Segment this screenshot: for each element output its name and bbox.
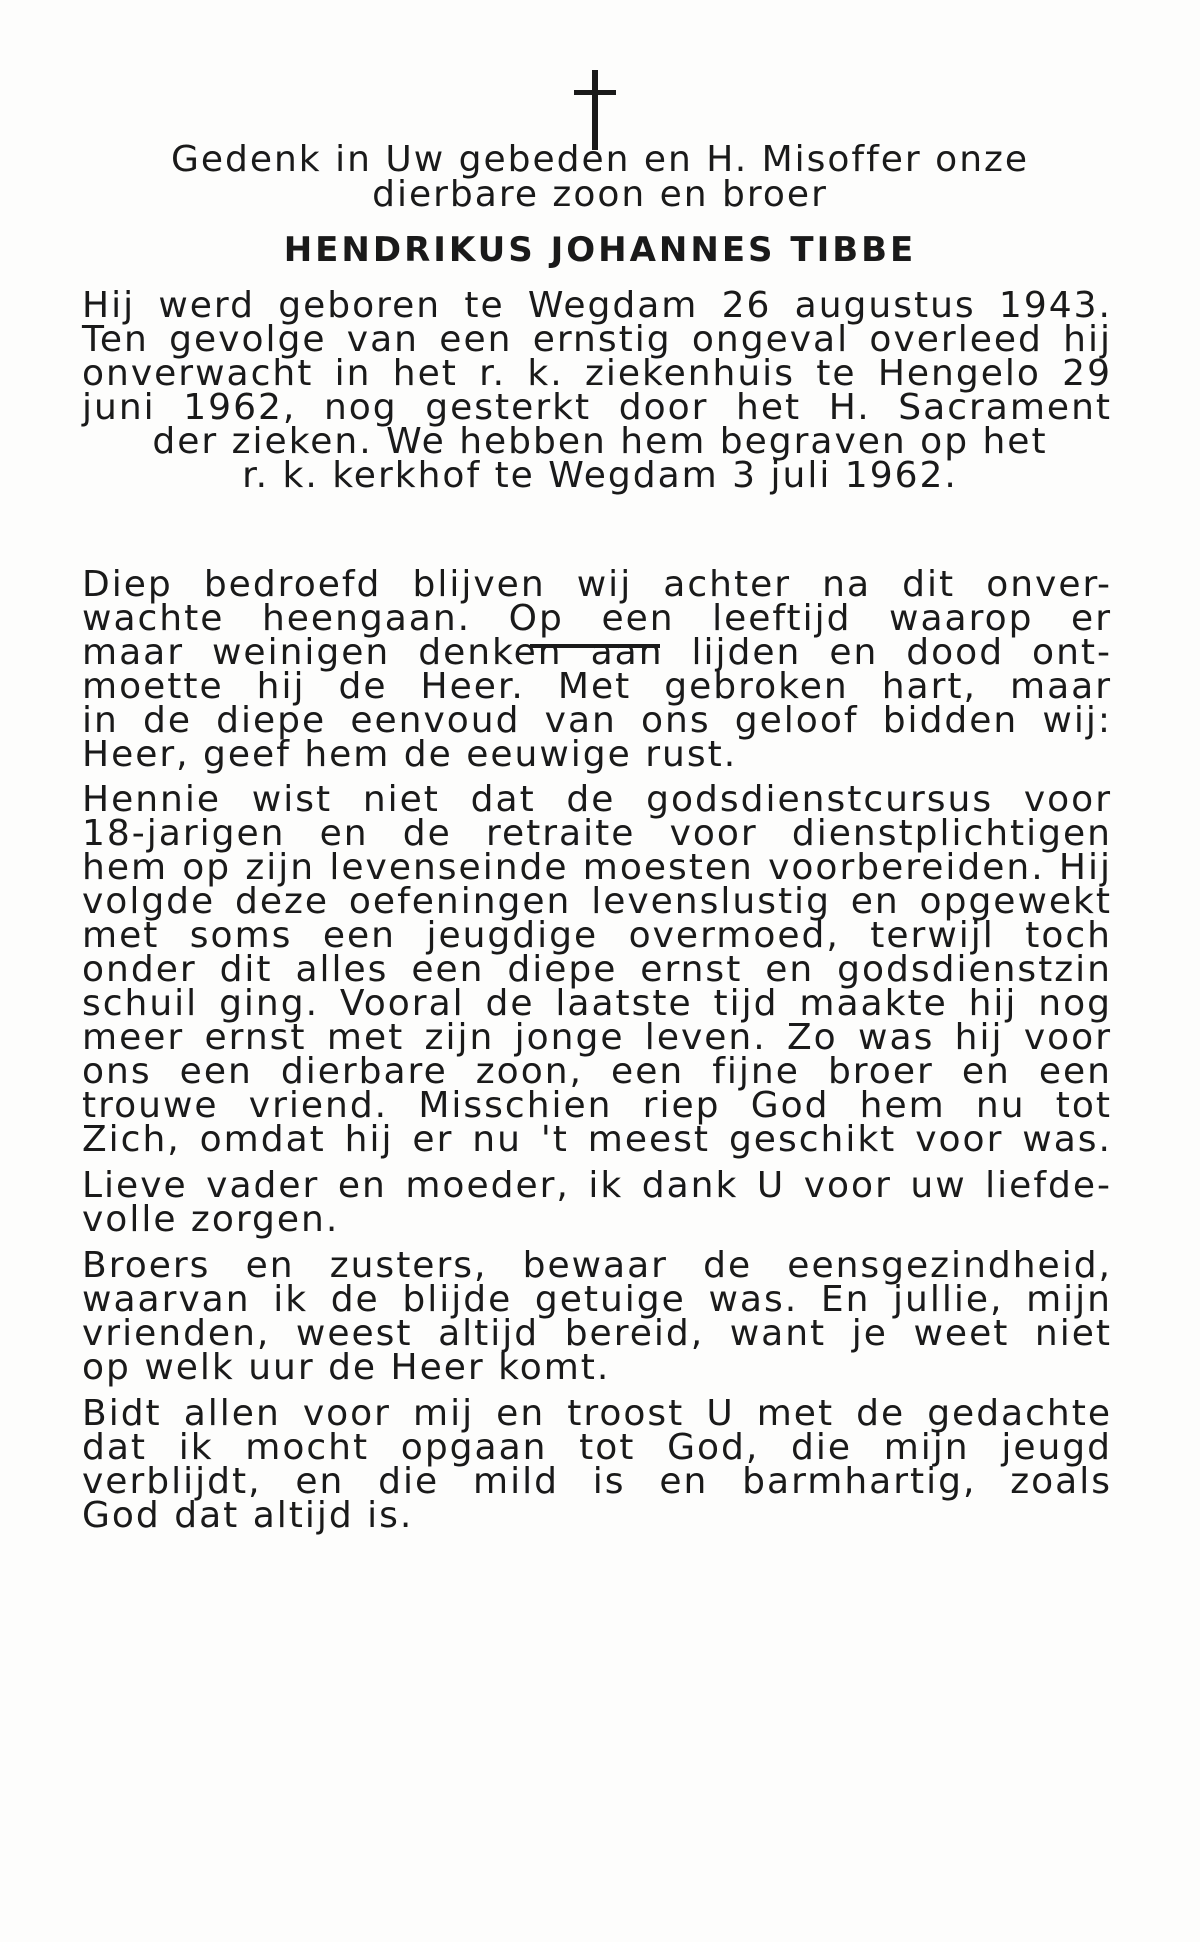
text-line: Hennie wist niet dat de godsdienstcursus voor bbox=[82, 779, 1112, 820]
text-line: wachte heengaan. Op een leeftijd waarop er bbox=[82, 598, 1112, 639]
text-line: Heer, geef hem de eeuwige rust. bbox=[82, 734, 738, 775]
text-line: waarvan ik de blijde getuige was. En jullie, mijn bbox=[82, 1279, 1112, 1320]
text-line: vrienden, weest altijd bereid, want je weet niet bbox=[82, 1313, 1112, 1354]
text-line: verblijdt, en die mild is en barmhartig, zoals bbox=[82, 1461, 1112, 1502]
text-line: in de diepe eenvoud van ons geloof bidden wij: bbox=[82, 700, 1112, 741]
text-line: Diep bedroefd blijven wij achter na dit onver- bbox=[82, 564, 1112, 605]
text-line: onder dit alles een diepe ernst en godsdienstzin bbox=[82, 949, 1112, 990]
text-line: meer ernst met zijn jonge leven. Zo was hij voor bbox=[82, 1017, 1112, 1058]
text-line: Bidt allen voor mij en troost U met de gedachte bbox=[82, 1393, 1112, 1434]
deceased-name: HENDRIKUS JOHANNES TIBBE bbox=[283, 230, 917, 270]
text-line: volle zorgen. bbox=[82, 1199, 340, 1240]
bio-line: r. k. kerkhof te Wegdam 3 juli 1962. bbox=[242, 455, 958, 496]
text-line: met soms een jeugdige overmoed, terwijl toch bbox=[82, 915, 1112, 956]
text-line: trouwe vriend. Misschien riep God hem nu tot bbox=[82, 1085, 1112, 1126]
intro-line: Gedenk in Uw gebeden en H. Misoffer onze bbox=[170, 139, 1030, 180]
text-line: God dat altijd is. bbox=[82, 1495, 414, 1536]
text-line: ons een dierbare zoon, een fijne broer en een bbox=[82, 1051, 1112, 1092]
bio-line: Ten gevolge van een ernstig ongeval overleed hij bbox=[82, 319, 1112, 360]
intro-line: dierbare zoon en broer bbox=[372, 174, 828, 215]
text-line: dat ik mocht opgaan tot God, die mijn jeugd bbox=[82, 1427, 1112, 1468]
text-line: op welk uur de Heer komt. bbox=[82, 1347, 611, 1388]
text-line: Broers en zusters, bewaar de eensgezindheid, bbox=[82, 1245, 1112, 1286]
bio-line: der zieken. We hebben hem begraven op het bbox=[152, 421, 1048, 462]
text-line: moette hij de Heer. Met gebroken hart, maar bbox=[82, 666, 1112, 707]
text-line: Lieve vader en moeder, ik dank U voor uw liefde- bbox=[82, 1165, 1112, 1206]
text-line: Zich, omdat hij er nu 't meest geschikt voor was. bbox=[82, 1119, 1112, 1160]
text-line: schuil ging. Vooral de laatste tijd maakte hij nog bbox=[82, 983, 1112, 1024]
bio-line: juni 1962, nog gesterkt door het H. Sacrament bbox=[82, 387, 1112, 428]
bio-line: Hij werd geboren te Wegdam 26 augustus 1943. bbox=[82, 285, 1112, 326]
text-line: hem op zijn levenseinde moesten voorbereiden. Hij bbox=[82, 847, 1112, 888]
cross-icon bbox=[570, 70, 620, 150]
bio-line: onverwacht in het r. k. ziekenhuis te Hengelo 29 bbox=[82, 353, 1112, 394]
text-line: 18-jarigen en de retraite voor dienstplichtigen bbox=[82, 813, 1112, 854]
text-line: volgde deze oefeningen levenslustig en opgewekt bbox=[82, 881, 1112, 922]
text-line: maar weinigen denken aan lijden en dood ont- bbox=[82, 632, 1112, 673]
